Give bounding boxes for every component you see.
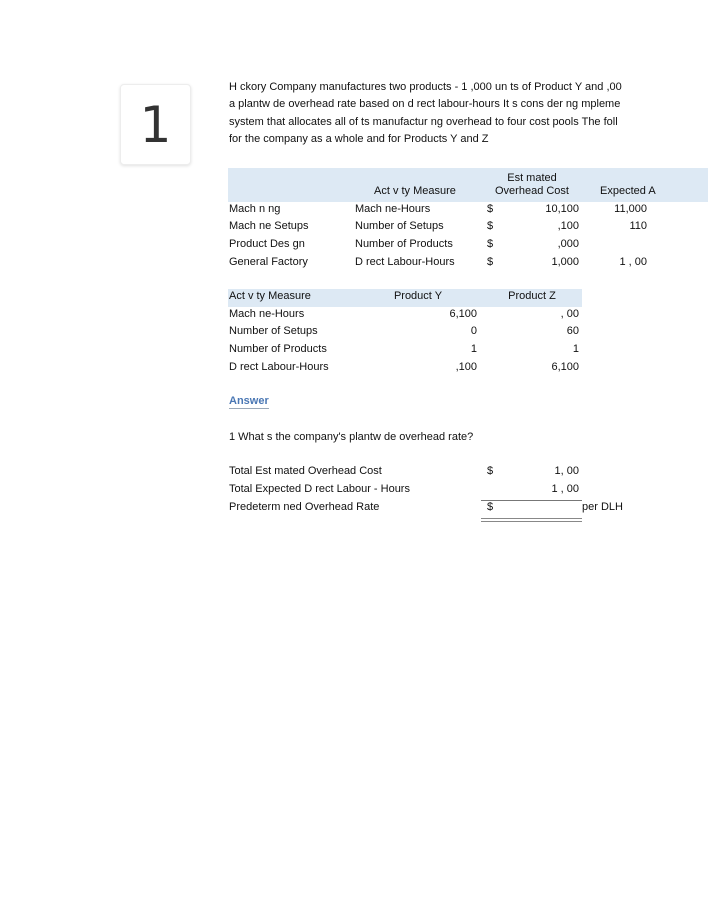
table2-measure: Mach ne-Hours <box>229 308 305 320</box>
table2-z: 60 <box>566 325 579 337</box>
table2-y: 1 <box>470 343 477 355</box>
answer-unit: per DLH <box>582 501 623 513</box>
intro-line-3: system that allocates all of ts manufactur ng overhead to four cost pools The foll <box>229 116 618 128</box>
table1-measure: D rect Labour-Hours <box>355 256 455 268</box>
table1-header-activity: Act v ty Measure <box>374 185 456 197</box>
table1-measure: Mach ne-Hours <box>355 203 431 215</box>
table1-pool: Mach n ng <box>229 203 281 215</box>
table1-expected: 110 <box>629 220 647 232</box>
table1-cost: 10,100 <box>545 203 579 215</box>
table1-pool: General Factory <box>229 256 308 268</box>
total-double-rule-top <box>481 518 582 519</box>
table2-z: 6,100 <box>551 361 579 373</box>
answer-value: 1 , 00 <box>551 483 579 495</box>
intro-line-2: a plantw de overhead rate based on d rect labour-hours It s cons der ng mpleme <box>229 98 621 110</box>
question-text: 1 What s the company's plantw de overhead rate? <box>229 431 474 443</box>
table2-header-activity: Act v ty Measure <box>229 290 311 302</box>
table1-currency: $ <box>487 256 494 268</box>
table1-currency: $ <box>487 220 494 232</box>
table2-z: , 00 <box>560 308 579 320</box>
total-double-rule-bottom <box>481 521 582 522</box>
table2-header-product-z: Product Z <box>508 290 556 302</box>
table1-measure: Number of Products <box>355 238 453 250</box>
subtotal-rule <box>481 500 582 501</box>
table1-expected: 11,000 <box>614 203 647 215</box>
table2-measure: D rect Labour-Hours <box>229 361 329 373</box>
table2-y: ,100 <box>455 361 477 373</box>
table1-currency: $ <box>487 238 494 250</box>
table2-measure: Number of Products <box>229 343 327 355</box>
table2-measure: Number of Setups <box>229 325 318 337</box>
table2-y: 0 <box>470 325 477 337</box>
table1-header-est-line1: Est mated <box>507 172 557 184</box>
table2-header-product-y: Product Y <box>393 290 443 302</box>
table2-z: 1 <box>572 343 579 355</box>
intro-line-4: for the company as a whole and for Products Y and Z <box>229 133 489 145</box>
table1-pool: Product Des gn <box>229 238 305 250</box>
answer-currency: $ <box>487 501 494 513</box>
answer-link[interactable]: Answer <box>229 395 269 407</box>
intro-line-1: H ckory Company manufactures two products - 1 ,000 un ts of Product Y and ,00 <box>229 81 622 93</box>
question-number-badge: 1 <box>120 84 191 165</box>
table1-cost: 1,000 <box>551 256 579 268</box>
table2-y: 6,100 <box>449 308 477 320</box>
table1-expected: 1 , 00 <box>619 256 647 268</box>
answer-label: Total Expected D rect Labour - Hours <box>229 483 410 495</box>
table1-header-expected: Expected A <box>600 185 656 197</box>
answer-label: Predeterm ned Overhead Rate <box>229 501 380 513</box>
table1-cost: ,100 <box>557 220 579 232</box>
answer-currency: $ <box>487 465 494 477</box>
table1-header-est-line2: Overhead Cost <box>495 185 569 197</box>
answer-label: Total Est mated Overhead Cost <box>229 465 382 477</box>
table1-currency: $ <box>487 203 494 215</box>
table1-measure: Number of Setups <box>355 220 444 232</box>
table1-pool: Mach ne Setups <box>229 220 309 232</box>
answer-value: 1, 00 <box>554 465 579 477</box>
table1-cost: ,000 <box>557 238 579 250</box>
